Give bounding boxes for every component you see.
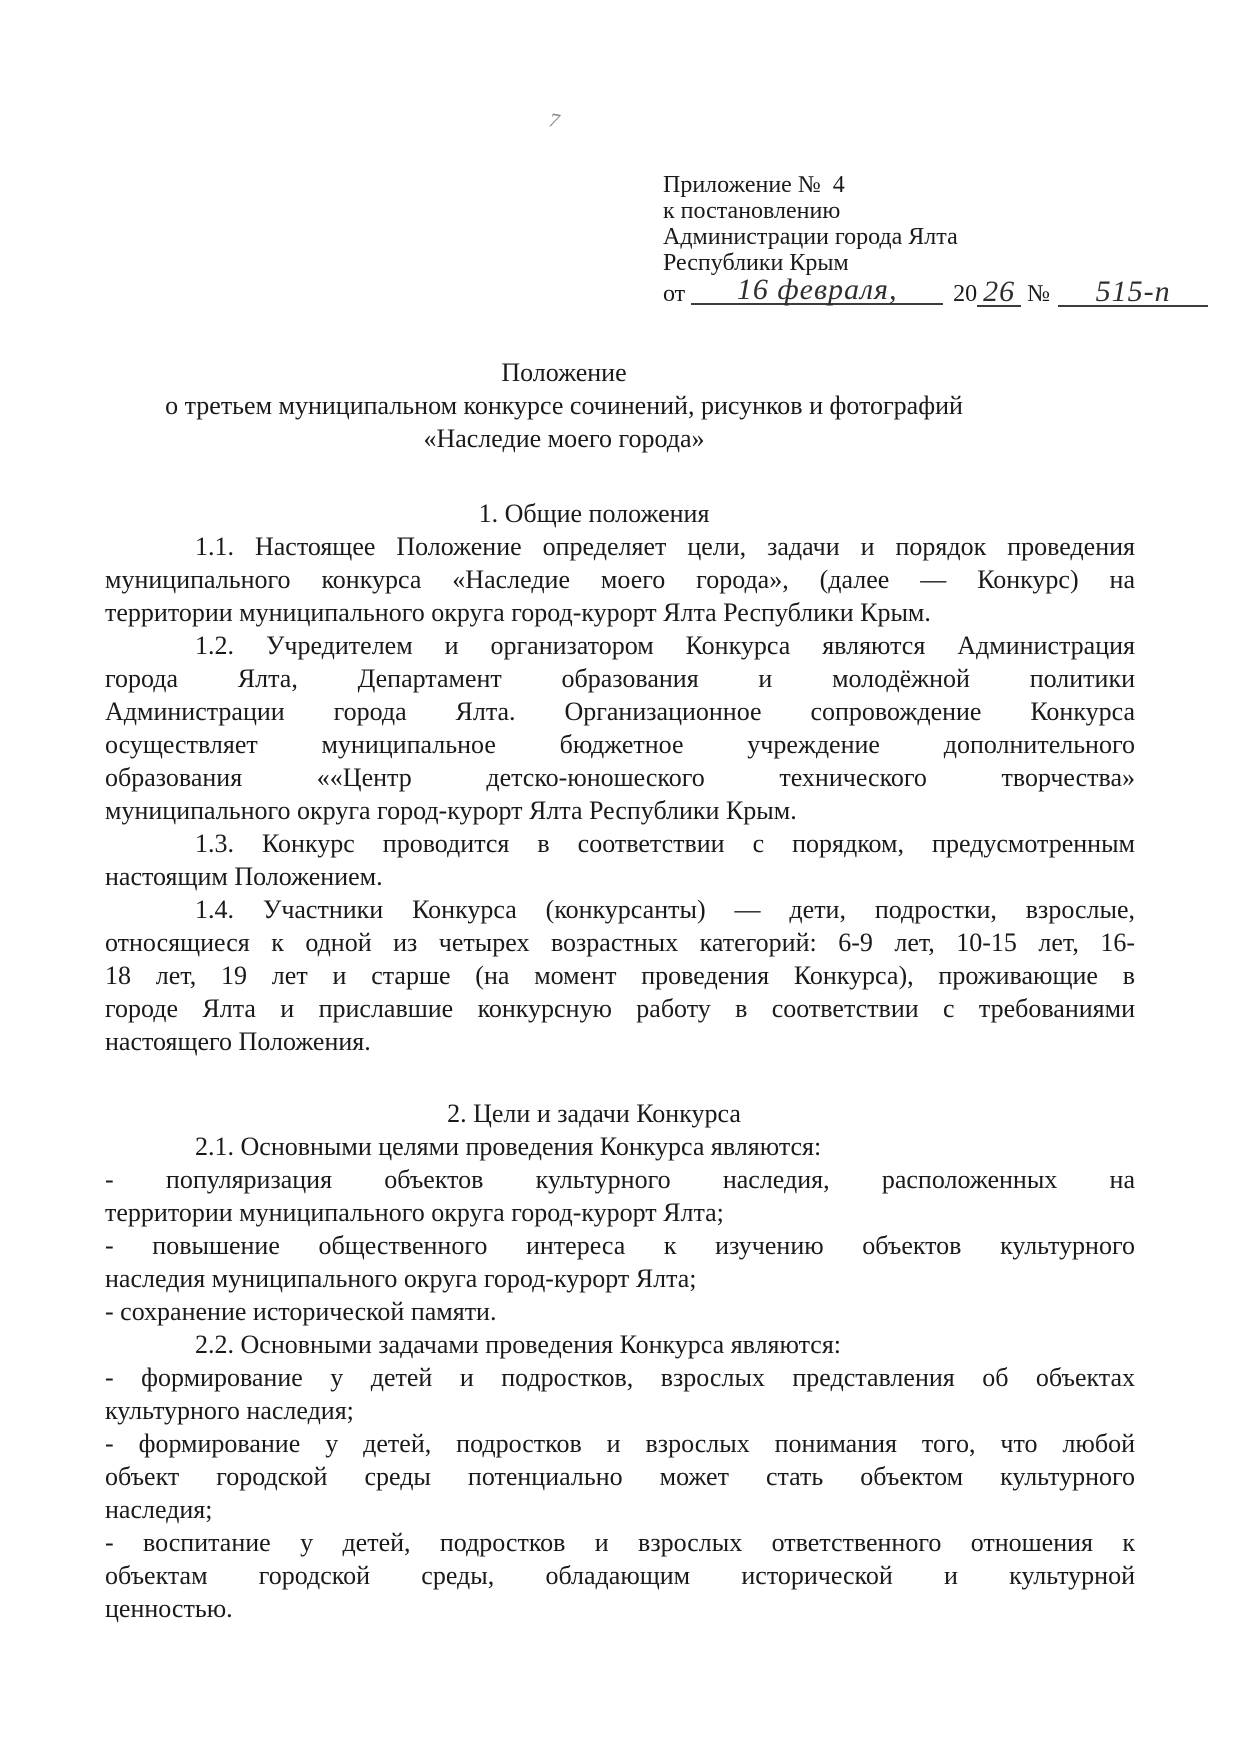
paragraph [105, 629, 1135, 827]
text-line: объектам городской среды, обладающим исторической и культурной [105, 1561, 1135, 1590]
text-line: относящиеся к одной из четырех возрастных категорий: 6-9 лет, 10-15 лет, 16- [105, 928, 1135, 957]
text-line: 1.4. Участники Конкурса (конкурсанты) — дети, подростки, взрослые, [195, 895, 1135, 924]
paragraph [105, 1295, 1135, 1328]
text-line: города Ялта, Департамент образования и молодёжной политики [105, 664, 1135, 693]
text-line: Администрации города Ялта. Организационное сопровождение Конкурса [105, 697, 1135, 726]
text-line: - популяризация объектов культурного наследия, расположенных на [105, 1165, 1135, 1194]
text-line: муниципального округа город-курорт Ялта Республики Крым. [105, 796, 797, 825]
handwritten-number: 515-п [1058, 279, 1208, 307]
republic-line: Республики Крым [663, 250, 849, 276]
text-line: объект городской среды потенциально может стать объектом культурного [105, 1462, 1135, 1491]
paragraph [105, 893, 1135, 1058]
paragraph [105, 1361, 1135, 1427]
appendix-header [663, 172, 1208, 307]
title-line: о третьем муниципальном конкурсе сочинений, рисунков и фотографий [165, 391, 963, 420]
text-line: муниципального конкурса «Наследие моего города», (далее — Конкурс) на [105, 565, 1135, 594]
section-heading: 1. Общие положения [478, 499, 710, 528]
paragraph [105, 1130, 1135, 1163]
handwritten-year: 26 [977, 279, 1021, 307]
text-line: городе Ялта и приславшие конкурсную работу в соответствии с требованиями [105, 994, 1135, 1023]
appendix-number-line: Приложение № 4 [663, 172, 845, 198]
stray-scan-mark: 7 [547, 109, 561, 133]
paragraph [105, 1229, 1135, 1295]
date-prefix: от [663, 281, 686, 307]
paragraph [105, 530, 1135, 629]
title-line: «Наследие моего города» [423, 424, 705, 453]
text-line: территории муниципального округа город-курорт Ялта Республики Крым. [105, 598, 931, 627]
number-sign: № [1027, 281, 1051, 307]
resolution-line: к постановлению [663, 198, 841, 224]
text-line: 1.3. Конкурс проводится в соответствии с порядком, предусмотренным [195, 829, 1135, 858]
text-line: - формирование у детей и подростков, взрослых представления об объектах [105, 1363, 1135, 1392]
text-line: культурного наследия; [105, 1396, 354, 1425]
handwritten-date: 16 февраля, [691, 277, 943, 305]
text-line: 2.1. Основными целями проведения Конкурса являются: [195, 1132, 822, 1161]
paragraph [105, 1427, 1135, 1526]
administration-line: Администрации города Ялта [663, 224, 958, 250]
text-line: наследия муниципального округа город-курорт Ялта; [105, 1264, 697, 1293]
text-line: настоящего Положения. [105, 1027, 371, 1056]
document-title [105, 356, 1135, 455]
text-line: ценностью. [105, 1594, 233, 1623]
text-line: наследия; [105, 1495, 213, 1524]
document-body [105, 497, 1135, 1625]
text-line: территории муниципального округа город-курорт Ялта; [105, 1198, 724, 1227]
section-heading: 2. Цели и задачи Конкурса [447, 1099, 741, 1128]
title-line: Положение [501, 358, 627, 387]
text-line: осуществляет муниципальное бюджетное учреждение дополнительного [105, 730, 1135, 759]
paragraph [105, 827, 1135, 893]
text-line: 1.1. Настоящее Положение определяет цели, задачи и порядок проведения [195, 532, 1135, 561]
text-line: настоящим Положением. [105, 862, 383, 891]
paragraph [105, 1526, 1135, 1625]
text-line: 2.2. Основными задачами проведения Конкурса являются: [195, 1330, 842, 1359]
text-line: - формирование у детей, подростков и взрослых понимания того, что любой [105, 1429, 1135, 1458]
paragraph [105, 1328, 1135, 1361]
text-line: образования ««Центр детско-юношеского технического творчества» [105, 763, 1135, 792]
text-line: 1.2. Учредителем и организатором Конкурса являются Администрация [195, 631, 1135, 660]
text-line: - повышение общественного интереса к изучению объектов культурного [105, 1231, 1135, 1260]
date-line [663, 273, 1208, 308]
text-line: - воспитание у детей, подростков и взрослых ответственного отношения к [105, 1528, 1135, 1557]
text-line: - сохранение исторической памяти. [105, 1297, 497, 1326]
paragraph [105, 1163, 1135, 1229]
text-line: 18 лет, 19 лет и старше (на момент проведения Конкурса), проживающие в [105, 961, 1135, 990]
year-printed: 20 [953, 281, 978, 307]
